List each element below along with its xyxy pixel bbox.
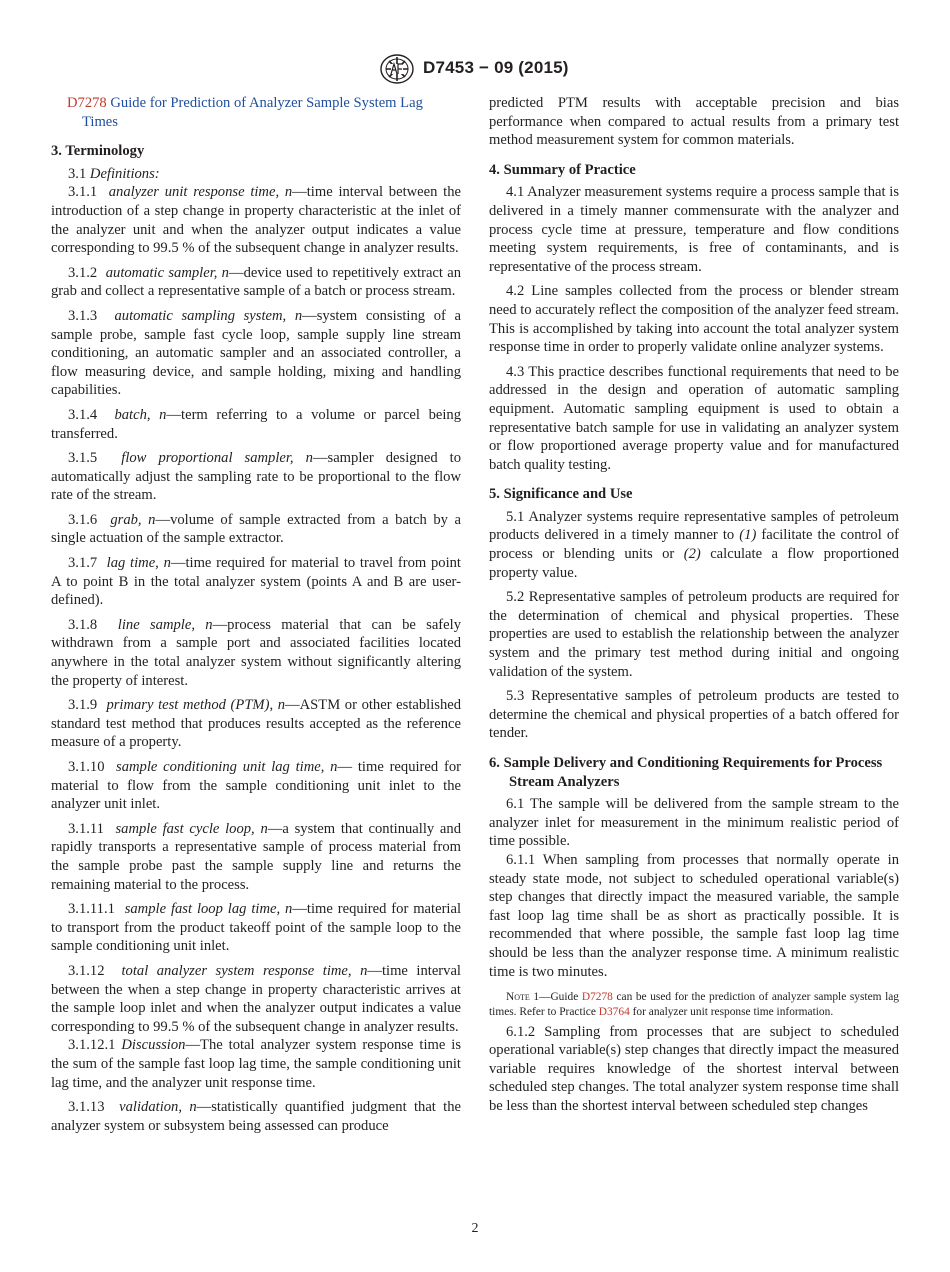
def-text: —statistically quantified judgment that the analyzer system or subsystem being assessed can produce (51, 1099, 462, 1134)
section-4-heading: 4. Summary of Practice (489, 161, 636, 178)
p51-part: calculate a flow proportioned property value. (489, 546, 899, 581)
def-term: sample conditioning unit lag time, n (116, 759, 338, 775)
definition-3-1-4 (51, 406, 461, 443)
note-part: —Guide (539, 991, 582, 1004)
def-text: — time required for material to flow from the sample conditioning unit inlet to the analyzer unit inlet. (51, 759, 461, 813)
def-term: primary test method (PTM), n (106, 697, 286, 714)
definition-3-1-9 (51, 696, 461, 752)
paragraph-5-2: 5.2 Representative samples of petroleum products are required for the determination of chemical and physical properties. These properties are used to establish the relationship between the analyzer system and the primary test method during initial and ongoing validation of the system. (489, 589, 899, 680)
def-number: 3.1.8 (68, 616, 98, 633)
def-term: validation, n (119, 1099, 197, 1116)
def-term: lag time, n (106, 555, 171, 572)
definition-3-1-8 (51, 616, 461, 690)
def-text: —term referring to a volume or parcel being transferred. (51, 406, 461, 442)
note-label: Note 1 (506, 991, 540, 1004)
def-number: 3.1.10 (68, 759, 105, 775)
def-title: Definitions: (89, 165, 160, 182)
def-term: Discussion (121, 1037, 186, 1054)
def-term: sample fast cycle loop, n (115, 820, 268, 837)
def-text: —a system that continually and rapidly transports a representative sample of process material from the sample probe past the sample supply line and returns the remaining material to the process. (51, 820, 461, 893)
reference-d7278 (51, 94, 461, 131)
section-3-heading: 3. Terminology (51, 143, 145, 160)
def-text: —time required for material to travel from point A to point B in the total analyzer system (points A and B are user-defined). (51, 555, 461, 609)
def-number: 3.1.6 (68, 511, 98, 528)
definition-3-1-12-1 (51, 1036, 461, 1092)
continued-text: predicted PTM results with acceptable precision and bias performance when compared to actual results from a primary test method measurement system for common materials. (489, 95, 899, 149)
definition-3-1-12 (51, 962, 461, 1036)
def-text: —time interval between the introduction of a step change in property characteristic at the inlet of the analyzer unit and when the analyzer output indicates a value corresponding to 99.5 % of the subsequent change in analyzer results. (51, 184, 462, 257)
paragraph-4-1: 4.1 Analyzer measurement systems require a process sample that is delivered in a timely manner commensurate with the analyzer and process cycle time at pressure, temperature and flow conditions meeting system requirements, is free of contaminants, and is representative of the process stream. (489, 184, 899, 275)
definition-3-1-11-1 (51, 900, 461, 956)
d7278-note-link[interactable]: D7278 (581, 991, 613, 1004)
def-number: 3.1.2 (68, 264, 98, 281)
def-text: —sampler designed to automatically adjust the sampling rate to be proportional to the flow rate of the stream. (51, 450, 462, 504)
section-5-heading: 5. Significance and Use (489, 486, 633, 503)
def-term: automatic sampling system, n (114, 307, 303, 324)
p51-item-2: (2) (683, 546, 701, 563)
definition-3-1-5 (51, 449, 461, 505)
def-term: grab, n (110, 511, 156, 528)
left-column (51, 94, 461, 1135)
page-number: 2 (471, 1221, 479, 1236)
def-number: 3.1.12.1 (68, 1037, 116, 1054)
def-number: 3.1.13 (68, 1099, 105, 1116)
def-number: 3.1.5 (68, 450, 98, 467)
right-column (489, 94, 899, 1116)
definition-3-1-1 (51, 183, 461, 257)
page-header (0, 53, 950, 87)
def-number: 3.1.9 (68, 697, 98, 714)
definition-3-1-7 (51, 554, 461, 610)
p51-part: 5.1 Analyzer systems require representative samples of petroleum products delivered in a timely manner to (489, 508, 899, 544)
note-1 (489, 990, 899, 1020)
definition-3-1-11 (51, 820, 461, 894)
paragraph-6-1-1: 6.1.1 When sampling from processes that normally operate in steady state mode, not subject to scheduled operational variable(s) step changes that directly impact the measured variable, the sample fast loop lag time shall be as short as practically possible. It is recommended that where possible, the sample fast loop lag time should be less than the analyzer response time. A minimum realistic time is two minutes. (489, 851, 899, 980)
def-number: 3.1.11 (68, 820, 104, 837)
def-term: automatic sampler, n (105, 264, 229, 281)
def-term: flow proportional sampler, n (121, 450, 313, 467)
def-text: —The total analyzer system response time is the sum of the sample fast loop lag time, the sample conditioning unit lag time, and the analyzer unit response time. (51, 1037, 461, 1091)
def-term: batch, n (114, 406, 167, 423)
def-number: 3.1.1 (68, 184, 98, 201)
def-text: —ASTM or other established standard test method that produces results accepted as the reference measure of a property. (51, 697, 462, 751)
definition-3-1-2 (51, 264, 461, 301)
def-term: total analyzer system response time, n (121, 962, 368, 979)
def-number: 3.1.7 (68, 555, 98, 572)
paragraph-4-3: 4.3 This practice describes functional requirements that need to be addressed in the design and operation of automatic sampling equipment. Automatic sampling equipment is used to obtain a representative batch sample for use in validating an analyzer system or flow proportioned average property value and for manufactured batch quality testing. (489, 363, 899, 473)
def-text: —device used to repetitively extract an grab and collect a representative sample of a batch or process stream. (51, 264, 461, 300)
paragraph-5-3: 5.3 Representative samples of petroleum products are tested to determine the chemical and physical properties of a batch offered for tender. (489, 688, 899, 742)
definition-3-1 (51, 165, 461, 184)
def-term: sample fast loop lag time, n (124, 901, 293, 918)
paragraph-5-1 (489, 508, 899, 582)
d7278-link[interactable]: D7278 (67, 95, 107, 111)
paragraph-6-1: 6.1 The sample will be delivered from the sample stream to the analyzer inlet for measurement in the minimum realistic period of time possible. (489, 796, 899, 850)
paragraph-4-2: 4.2 Line samples collected from the process or blender stream need to accurately reflect the composition of the analyzer feed stream. This is accomplished by taking into account the total analyzer system response time in order to properly validate online analyzer systems. (489, 283, 899, 356)
document-id: D7453 − 09 (2015) (423, 58, 569, 77)
def-number: 3.1.4 (68, 406, 98, 423)
def-number: 3.1.3 (68, 307, 98, 324)
definition-3-1-6 (51, 511, 461, 548)
definition-3-1-13 (51, 1098, 461, 1135)
def-term: analyzer unit response time, n (108, 184, 293, 201)
astm-logo-icon (380, 53, 414, 85)
note-part: for analyzer unit response time information. (629, 1006, 834, 1019)
d7278-title: Guide for Prediction of Analyzer Sample System Lag Times (82, 95, 423, 130)
def-text: —volume of sample extracted from a batch by a single actuation of the sample extractor. (51, 511, 461, 547)
p51-part: facilitate the control of process or blending units or (489, 527, 899, 563)
def-number: 3.1.12 (68, 962, 105, 979)
section-6-heading: 6. Sample Delivery and Conditioning Requirements for Process Stream Analyzers (489, 755, 883, 790)
note-part: can be used for the prediction of analyzer sample system lag times. Refer to Practice (489, 991, 899, 1019)
d3764-note-link[interactable]: D3764 (598, 1006, 630, 1019)
def-number: 3.1 (68, 165, 87, 182)
definition-3-1-3 (51, 307, 461, 400)
def-text: —time interval between the when a step change in property characteristic arrives at the sample loop inlet and when the analyzer output indicates a value corresponding to 99.5 % of the subsequent change in analyzer results. (51, 962, 461, 1035)
p51-item-1: (1) (739, 527, 757, 544)
paragraph-6-1-2: 6.1.2 Sampling from processes that are subject to scheduled operational variable(s) step changes that directly impact the measured variable requires knowledge of the shortest interval between scheduled step changes. The total analyzer system response time shall be less than the shortest interval between scheduled step changes (489, 1023, 899, 1114)
def-text: —system consisting of a sample probe, sample fast cycle loop, sample supply line stream conditioning, an automatic sampler and an associated controller, a flow measuring device, and sample holding, mixing and handling capabilities. (51, 307, 461, 399)
def-number: 3.1.11.1 (68, 901, 115, 918)
def-term: line sample, n (117, 616, 213, 633)
definition-3-1-10 (51, 758, 461, 814)
def-text: —time required for material to transport from the product takeoff point of the sample loop to the sample conditioning unit inlet. (51, 901, 462, 955)
def-text: —process material that can be safely withdrawn from a sample port and associated facilities located anywhere in the total analyzer system without significantly altering the property of interest. (51, 616, 461, 689)
